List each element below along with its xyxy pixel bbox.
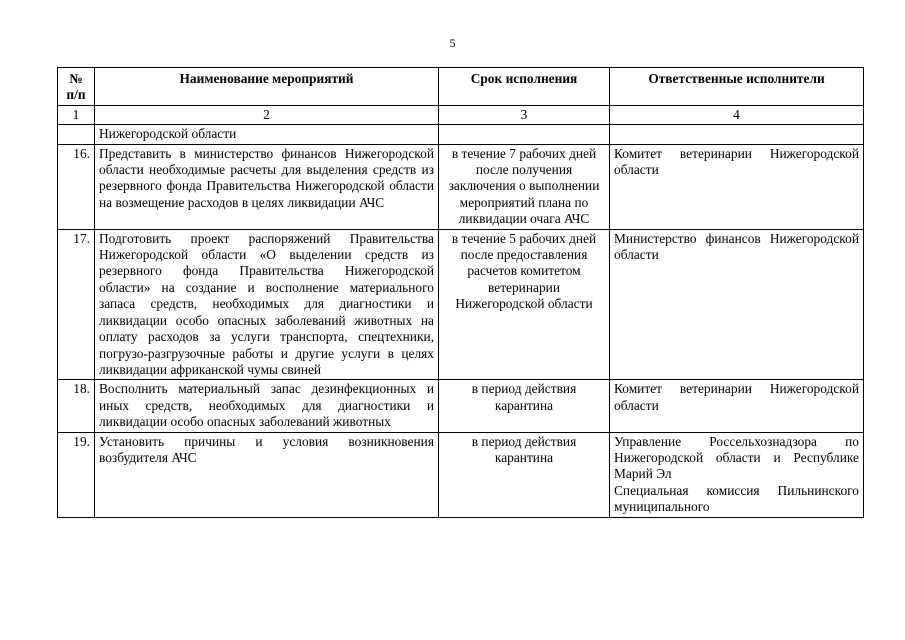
row-responsible (610, 432, 864, 517)
row-measure: Представить в министерство финансов Нижегородской области необходимые расчеты для выделения средств из резервного фонда Правительства Нижегородской области на возмещение расходов в целях ликвидации АЧС (95, 144, 439, 229)
table-row (58, 229, 864, 380)
column-number-row (58, 105, 864, 124)
row-responsible: Министерство финансов Нижегородской области (610, 229, 864, 380)
row-deadline: в течение 5 рабочих дней после предоставления расчетов комитетом ветеринарии Нижегородской области (439, 229, 610, 380)
table-row (58, 380, 864, 432)
row-index: 19. (58, 432, 95, 517)
header-name: Наименование мероприятий (95, 68, 439, 106)
column-number: 3 (439, 105, 610, 124)
column-number: 4 (610, 105, 864, 124)
row-measure: Подготовить проект распоряжений Правительства Нижегородской области «О выделении средств из резервного фонда Правительства Нижегородской области» на создание и восполнение материального запаса средств, необходимых для диагностики и ликвидации особо опасных заболеваний животных на оплату расходов за услуги транспорта, спецтехники, погрузо-разгрузочные работы и другие услуги в целях ликвидации африканской чумы свиней (95, 229, 439, 380)
header-responsible: Ответственные исполнители (610, 68, 864, 106)
measures-table (57, 67, 864, 518)
continuation-text: Нижегородской области (95, 125, 439, 144)
row-index: 17. (58, 229, 95, 380)
continuation-row (58, 125, 864, 144)
row-index: 18. (58, 380, 95, 432)
header-num-label: п/п (66, 87, 86, 103)
row-measure: Восполнить материальный запас дезинфекционных и иных средств, необходимых для диагностики и ликвидации особо опасных заболеваний животных (95, 380, 439, 432)
row-index: 16. (58, 144, 95, 229)
table-row (58, 144, 864, 229)
header-num (58, 68, 95, 106)
row-responsible: Комитет ветеринарии Нижегородской области (610, 380, 864, 432)
column-number: 1 (58, 105, 95, 124)
table-header-row (58, 68, 864, 106)
header-deadline: Срок исполнения (439, 68, 610, 106)
row-deadline: в течение 7 рабочих дней после получения заключения о выполнении мероприятий плана по ликвидации очага АЧС (439, 144, 610, 229)
row-deadline: в период действия карантина (439, 432, 610, 517)
row-measure: Установить причины и условия возникновения возбудителя АЧС (95, 432, 439, 517)
row-responsible-primary: Управление Россельхознадзора по Нижегородской области и Республике Марий Эл (614, 433, 859, 482)
row-responsible-secondary: Специальная комиссия Пильнинского муниципального (614, 482, 859, 515)
row-deadline: в период действия карантина (439, 380, 610, 432)
table-row (58, 432, 864, 517)
header-num-symbol: № (69, 71, 83, 86)
column-number: 2 (95, 105, 439, 124)
row-responsible: Комитет ветеринарии Нижегородской области (610, 144, 864, 229)
page-number: 5 (449, 36, 456, 50)
